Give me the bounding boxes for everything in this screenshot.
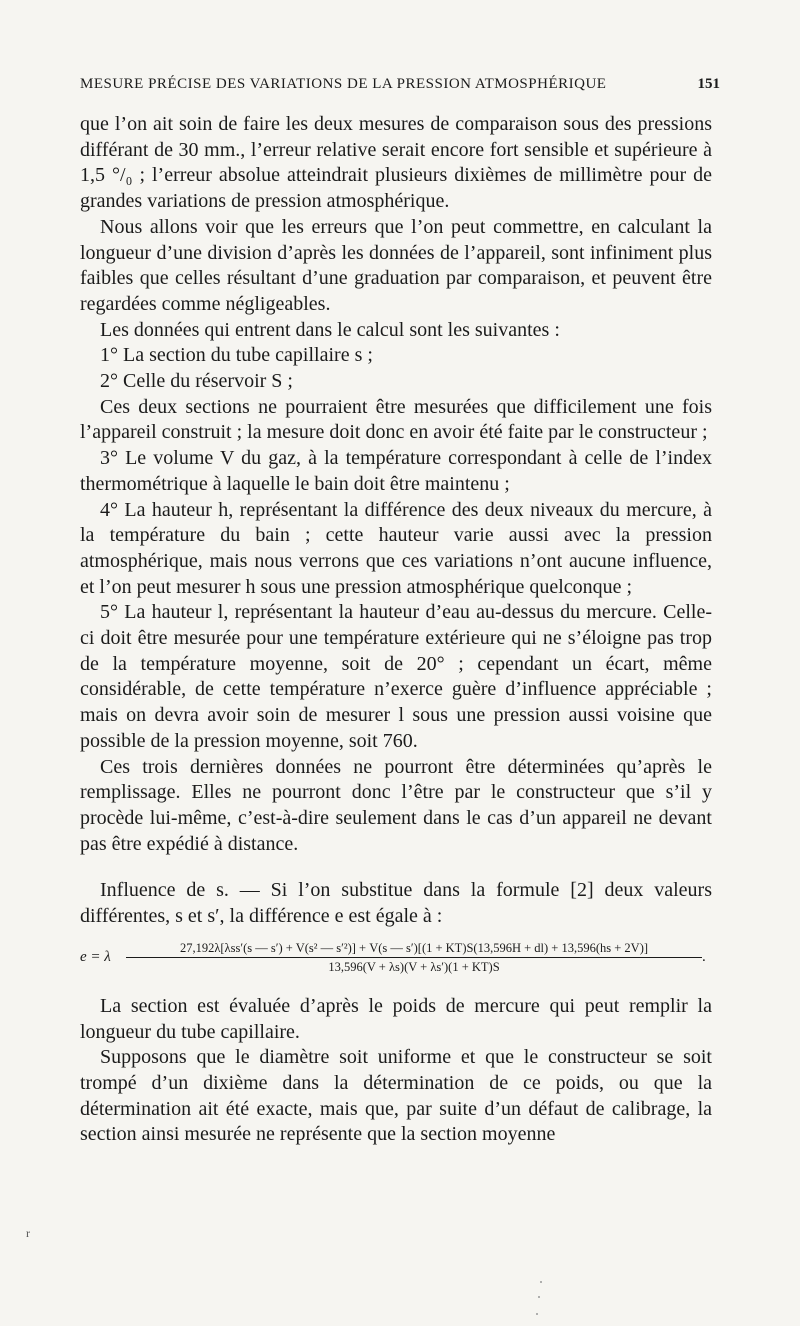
margin-mark: r	[26, 1226, 30, 1240]
formula-tail: .	[702, 949, 706, 966]
paragraph: La section est évaluée d’après le poids de mercure qui peut remplir la longueur du tube capillaire.	[80, 994, 712, 1043]
print-speck	[536, 1313, 538, 1315]
print-speck	[538, 1296, 540, 1298]
paragraph: Ces deux sections ne pourraient être mesurées que difficilement une fois l’appareil construit ; la mesure doit donc en avoir été faite par le constructeur ;	[80, 395, 712, 444]
page-number: 151	[697, 76, 720, 92]
paragraph: Ces trois dernières données ne pourront être déterminées qu’après le remplissage. Elles ne pourront donc l’être par le constructeur que s’il y procède lui-même, c’est-à-dire seulement dans le cas d’un appareil ne devant pas être expédié à distance.	[80, 755, 712, 855]
formula-denominator: 13,596(V + λs)(V + λs′)(1 + KT)S	[328, 959, 500, 974]
list-item: 5° La hauteur l, représentant la hauteur d’eau au-dessus du mercure. Celle-ci doit être mesurée pour une température extérieure qui ne s’éloigne pas trop de la température moyenne, soit de 20° ; cependant un écart, même considérable, de cette température n’exerce guère d’influence appréciable ; mais on devra avoir soin de mesurer l sous une pression aussi voisine que possible de la pression moyenne, soit 760.	[80, 601, 712, 752]
formula-fraction	[126, 940, 702, 975]
formula-numerator: 27,192λ[λss′(s — s′) + V(s² — s′²)] + V(s — s′)[(1 + KT)S(13,596H + dl) + 13,596(hs + 2V)]	[179, 940, 649, 955]
paragraph: Supposons que le diamètre soit uniforme et que le constructeur se soit trompé d’un dixième dans la détermination de ce poids, ou que la détermination ait été exacte, mais que, par suite d’un défaut de calibrage, la section ainsi mesurée ne représente que la section moyenne	[80, 1046, 712, 1146]
list-item: 1° La section du tube capillaire s ;	[100, 344, 373, 367]
paragraph: Les données qui entrent dans le calcul sont les suivantes :	[100, 318, 560, 341]
section-paragraph: Influence de s. — Si l’on substitue dans la formule [2] deux valeurs différentes, s et s′, la différence e est égale à :	[80, 879, 712, 928]
list-item: 4° La hauteur h, représentant la différence des deux niveaux du mercure, à la température du bain ; cette hauteur varie aussi avec la pression atmosphérique, mais nous verrons que ces variations n’ont aucune influence, et l’on peut mesurer h sous une pression atmosphérique quelconque ;	[80, 498, 712, 598]
list-item: 3° Le volume V du gaz, à la température correspondant à celle de l’index thermométrique à laquelle le bain doit être maintenu ;	[80, 447, 712, 495]
formula	[80, 940, 712, 975]
running-header	[80, 76, 720, 93]
paragraph: Nous allons voir que les erreurs que l’on peut commettre, en calculant la longueur d’une division d’après les données de l’appareil, sont infiniment plus faibles que celles résultant d’une graduation par comparaison, et peuvent être regardées comme négligeables.	[80, 215, 712, 315]
running-title: MESURE PRÉCISE DES VARIATIONS DE LA PRESSION ATMOSPHÉRIQUE	[80, 76, 607, 92]
list-item: 2° Celle du réservoir S ;	[100, 370, 293, 393]
body-text	[80, 112, 712, 1148]
paragraph: que l’on ait soin de faire les deux mesures de comparaison sous des pressions différant de 30 mm., l’erreur relative serait encore fort sensible et supérieure à 1,5 °/₀ ; l’erreur absolue atteindrait plusieurs dixièmes de millimètre pour de grandes variations de pression atmosphérique.	[80, 113, 712, 213]
formula-lhs: e = λ	[80, 949, 111, 966]
print-speck	[540, 1281, 542, 1283]
